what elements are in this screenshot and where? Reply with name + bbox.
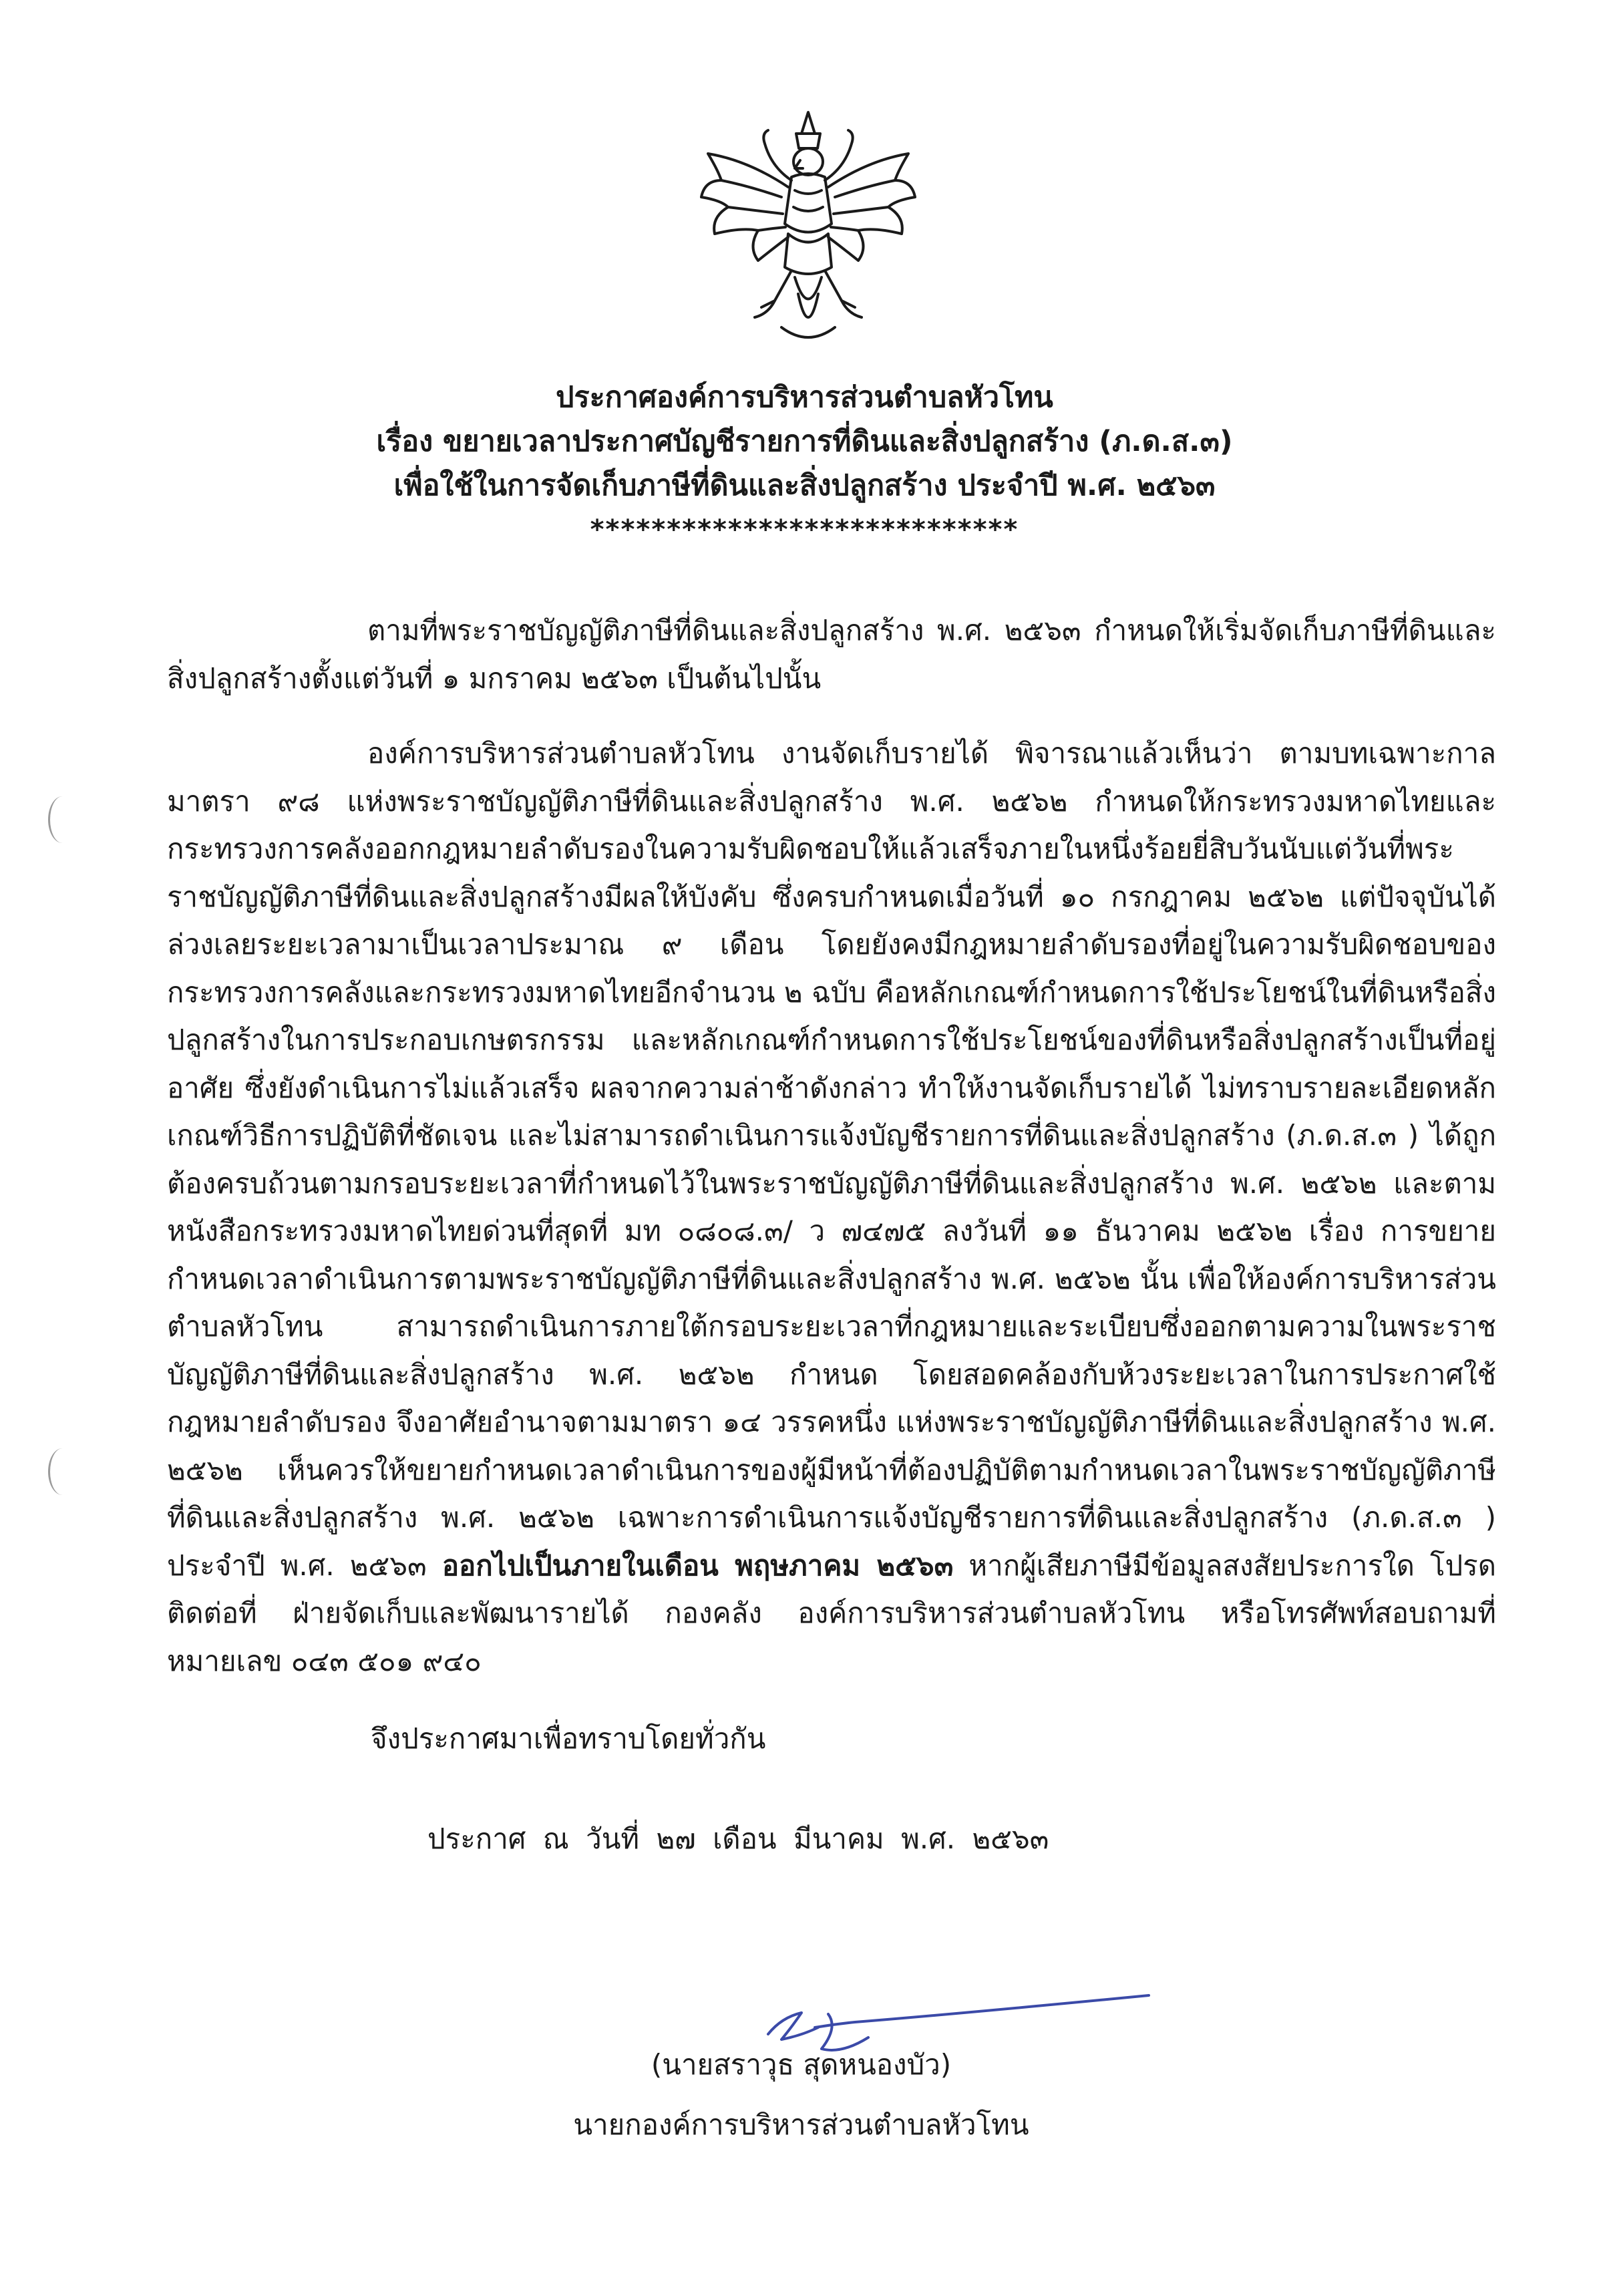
paragraph-2-contact: หากผู้เสียภาษีมีข้อมูลสงสัยประการใด โปรดติดต่อที่ ฝ่ายจัดเก็บและพัฒนารายได้ กองคลัง องค์การบริหารส่วนตำบลหัวโทน หรือโทรศัพท์สอบถามที่หมายเลข ๐๔๓ ๕๐๑ ๙๔๐: [167, 1548, 1496, 1677]
closing-line: จึงประกาศมาเพื่อทราบโดยทั่วกัน: [371, 1722, 766, 1755]
signer-position: นายกองค์การบริหารส่วนตำบลหัวโทน: [573, 2108, 1029, 2141]
punch-hole: [48, 796, 77, 843]
punch-hole: [48, 1448, 77, 1495]
paragraph-1-text: ตามที่พระราชบัญญัติภาษีที่ดินและสิ่งปลูกสร้าง พ.ศ. ๒๕๖๓ กำหนดให้เริ่มจัดเก็บภาษีที่ดินและสิ่งปลูกสร้างตั้งแต่วันที่ ๑ มกราคม ๒๕๖๓ เป็นต้นไปนั้น: [167, 614, 1496, 695]
announcement-date: ประกาศ ณ วันที่ ๒๗ เดือน มีนาคม พ.ศ. ๒๕๖๓: [427, 1822, 1049, 1855]
extension-deadline: ออกไปเป็นภายในเดือน พฤษภาคม ๒๕๖๓: [441, 1548, 954, 1582]
header-separator: ****************************: [590, 514, 1019, 545]
header-subject: เรื่อง ขยายเวลาประกาศบัญชีรายการที่ดินและสิ่งปลูกสร้าง (ภ.ด.ส.๓): [376, 425, 1233, 458]
garuda-emblem-icon: [695, 107, 922, 354]
paragraph-2-text: องค์การบริหารส่วนตำบลหัวโทน งานจัดเก็บรายได้ พิจารณาแล้วเห็นว่า ตามบทเฉพาะกาลมาตรา ๙๘ แห่งพระราชบัญญัติภาษีที่ดินและสิ่งปลูกสร้าง พ.ศ. ๒๕๖๒ กำหนดให้กระทรวงมหาดไทยและกระทรวงการคลังออกกฎหมายลำดับรองในความรับผิดชอบให้แล้วเสร็จภายในหนึ่งร้อยยี่สิบวันนับแต่วันที่พระราชบัญญัติภาษีที่ดินและสิ่งปลูกสร้างมีผลให้บังคับ ซึ่งครบกำหนดเมื่อวันที่ ๑๐ กรกฎาคม ๒๕๖๒ แต่ปัจจุบันได้ล่วงเลยระยะเวลามาเป็นเวลาประมาณ ๙ เดือน โดยยังคงมีกฎหมายลำดับรองที่อยู่ในความรับผิดชอบของกระทรวงการคลังและกระทรวงมหาดไทยอีกจำนวน ๒ ฉบับ คือหลักเกณฑ์กำหนดการใช้ประโยชน์ในที่ดินหรือสิ่งปลูกสร้างในการประกอบเกษตรกรรม และหลักเกณฑ์กำหนดการใช้ประโยชน์ของที่ดินหรือสิ่งปลูกสร้างเป็นที่อยู่อาศัย ซึ่งยังดำเนินการไม่แล้วเสร็จ ผลจากความล่าช้าดังกล่าว ทำให้งานจัดเก็บรายได้ ไม่ทราบรายละเอียดหลักเกณฑ์วิธีการปฏิบัติที่ชัดเจน และไม่สามารถดำเนินการแจ้งบัญชีรายการที่ดินและสิ่งปลูกสร้าง (ภ.ด.ส.๓ ) ได้ถูกต้องครบถ้วนตามกรอบระยะเวลาที่กำหนดไว้ในพระราชบัญญัติภาษีที่ดินและสิ่งปลูกสร้าง พ.ศ. ๒๕๖๒ และตามหนังสือกระทรวงมหาดไทยด่วนที่สุดที่ มท ๐๘๐๘.๓/ ว ๗๔๗๕ ลงวันที่ ๑๑ ธันวาคม ๒๕๖๒ เรื่อง การขยายกำหนดเวลาดำเนินการตามพระราชบัญญัติภาษีที่ดินและสิ่งปลูกสร้าง พ.ศ. ๒๕๖๒ นั้น เพื่อให้องค์การบริหารส่วนตำบลหัวโทน สามารถดำเนินการภายใต้กรอบระยะเวลาที่กฎหมายและระเบียบซึ่งออกตามความในพระราชบัญญัติภาษีที่ดินและสิ่งปลูกสร้าง พ.ศ. ๒๕๖๒ กำหนด โดยสอดคล้องกับห้วงระยะเวลาในการประกาศใช้กฎหมายลำดับรอง จึงอาศัยอำนาจตามมาตรา ๑๔ วรรคหนึ่ง แห่งพระราชบัญญัติภาษีที่ดินและสิ่งปลูกสร้าง พ.ศ. ๒๕๖๒ เห็นควรให้ขยายกำหนดเวลาดำเนินการของผู้มีหน้าที่ต้องปฏิบัติตามกำหนดเวลาในพระราชบัญญัติภาษีที่ดินและสิ่งปลูกสร้าง พ.ศ. ๒๕๖๒ เฉพาะการดำเนินการแจ้งบัญชีรายการที่ดินและสิ่งปลูกสร้าง (ภ.ด.ส.๓ ) ประจำปี พ.ศ. ๒๕๖๓: [167, 737, 1496, 1582]
signer-name: (นายสราวุธ สุดหนองบัว): [651, 2048, 952, 2081]
announcement-header: [0, 375, 1609, 552]
paragraph-1: [167, 607, 1496, 702]
paragraph-2: [167, 729, 1496, 1685]
header-title: ประกาศองค์การบริหารส่วนตำบลหัวโทน: [556, 381, 1053, 414]
header-purpose: เพื่อใช้ในการจัดเก็บภาษีที่ดินและสิ่งปลูกสร้าง ประจำปี พ.ศ. ๒๕๖๓: [393, 469, 1216, 502]
